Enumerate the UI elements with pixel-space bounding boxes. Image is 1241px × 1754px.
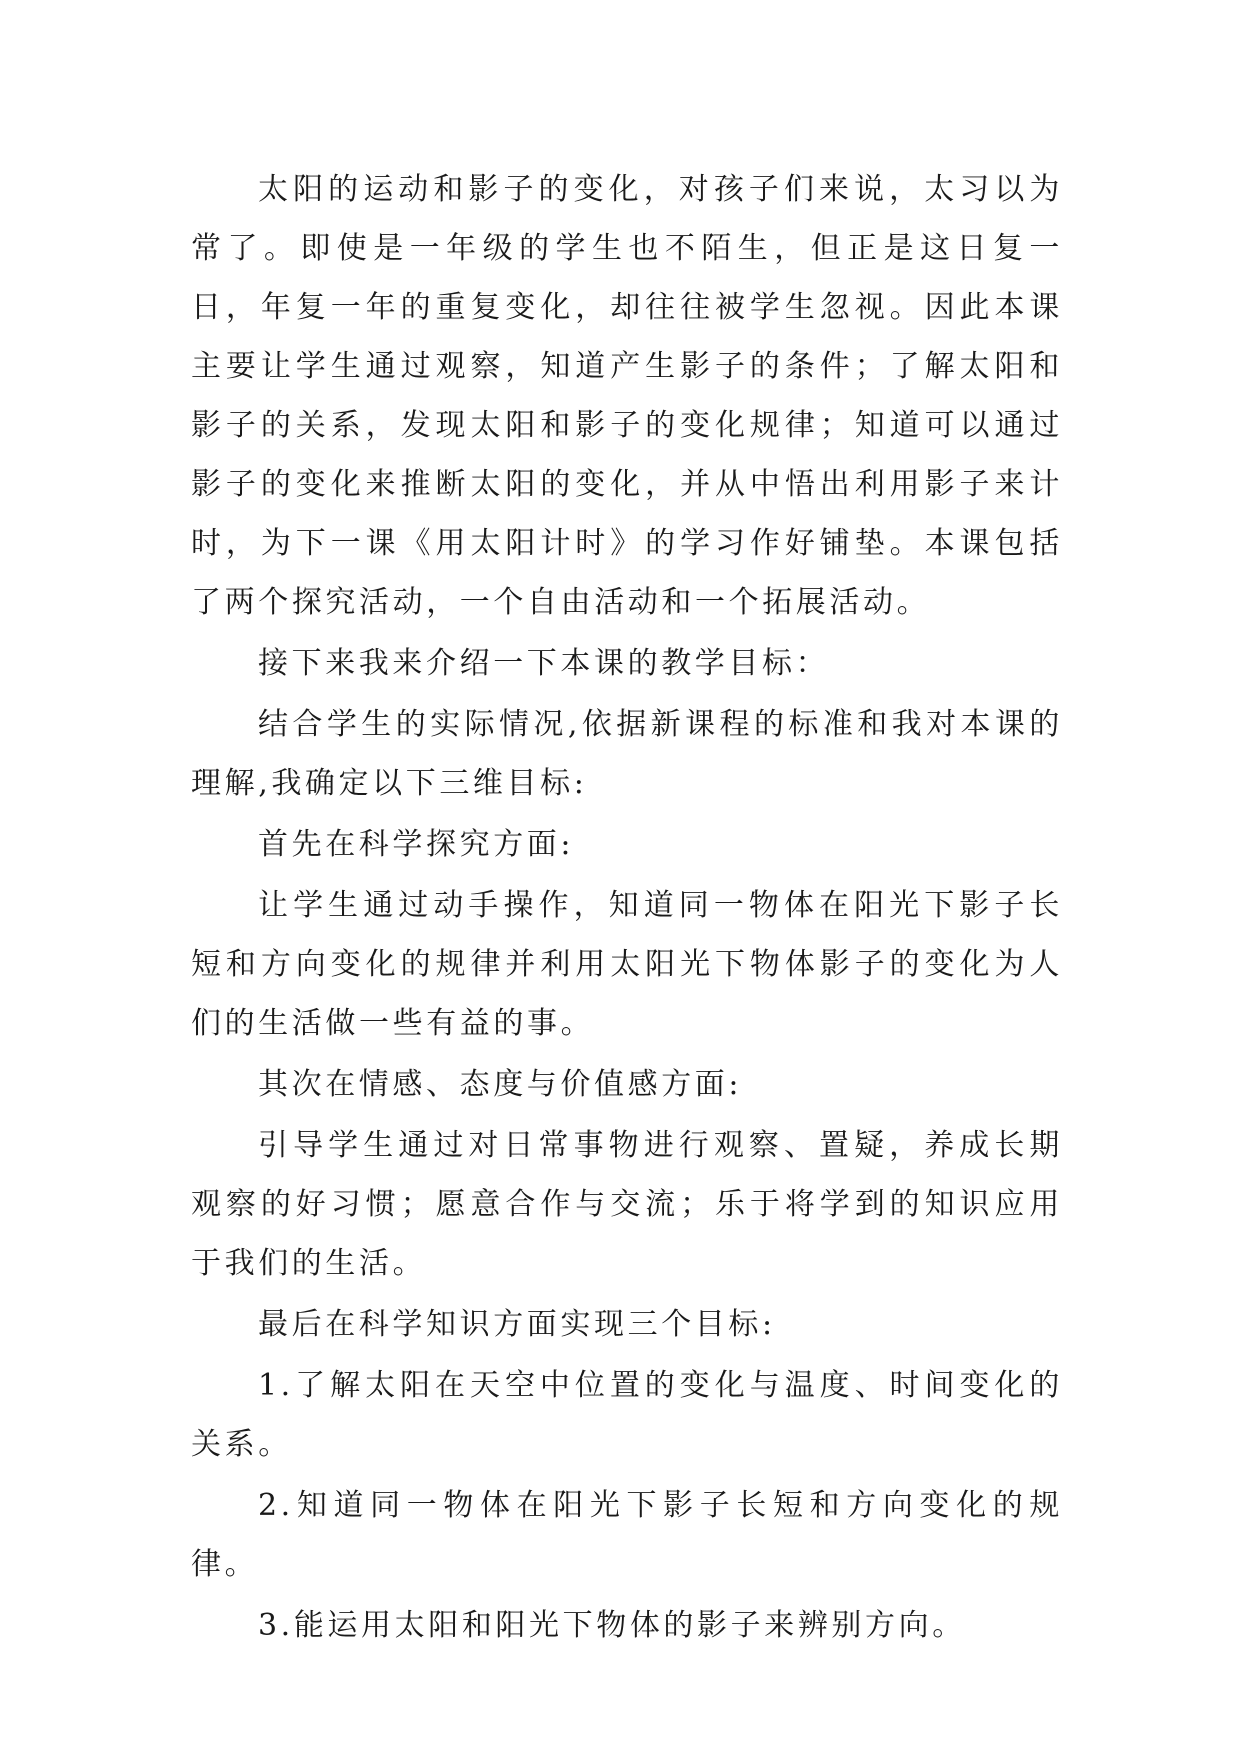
paragraph-intro: 太阳的运动和影子的变化，对孩子们来说，太习以为常了。即使是一年级的学生也不陌生，但正是这日复一日，年复一年的重复变化，却往往被学生忽视。因此本课主要让学生通过观察，知道产生影子的条件；了解太阳和影子的关系，发现太阳和影子的变化规律；知道可以通过影子的变化来推断太阳的变化，并从中悟出利用影子来计时，为下一课《用太阳计时》的学习作好铺垫。本课包括了两个探究活动，一个自由活动和一个拓展活动。: [191, 172, 1063, 620]
list-item-2: 2.知道同一物体在阳光下影子长短和方向变化的规律。: [191, 1488, 1063, 1582]
list-item-3: 3.能运用太阳和阳光下物体的影子来辨别方向。: [258, 1608, 966, 1643]
document-body: [191, 160, 1063, 1657]
paragraph-attitude: 引导学生通过对日常事物进行观察、置疑，养成长期观察的好习惯；愿意合作与交流；乐于将学到的知识应用于我们的生活。: [191, 1128, 1063, 1281]
paragraph-goals-basis: 结合学生的实际情况,依据新课程的标准和我对本课的理解,我确定以下三维目标:: [191, 707, 1063, 801]
list-item-1: 1.了解太阳在天空中位置的变化与温度、时间变化的关系。: [191, 1368, 1063, 1462]
paragraph-inquiry: 让学生通过动手操作，知道同一物体在阳光下影子长短和方向变化的规律并利用太阳光下物体影子的变化为人们的生活做一些有益的事。: [191, 888, 1063, 1041]
paragraph-heading-attitude: 其次在情感、态度与价值感方面:: [258, 1067, 743, 1102]
paragraph-goals-intro: 接下来我来介绍一下本课的教学目标：: [258, 646, 830, 681]
paragraph-heading-knowledge: 最后在科学知识方面实现三个目标:: [258, 1307, 776, 1342]
paragraph-heading-inquiry: 首先在科学探究方面:: [258, 827, 575, 862]
